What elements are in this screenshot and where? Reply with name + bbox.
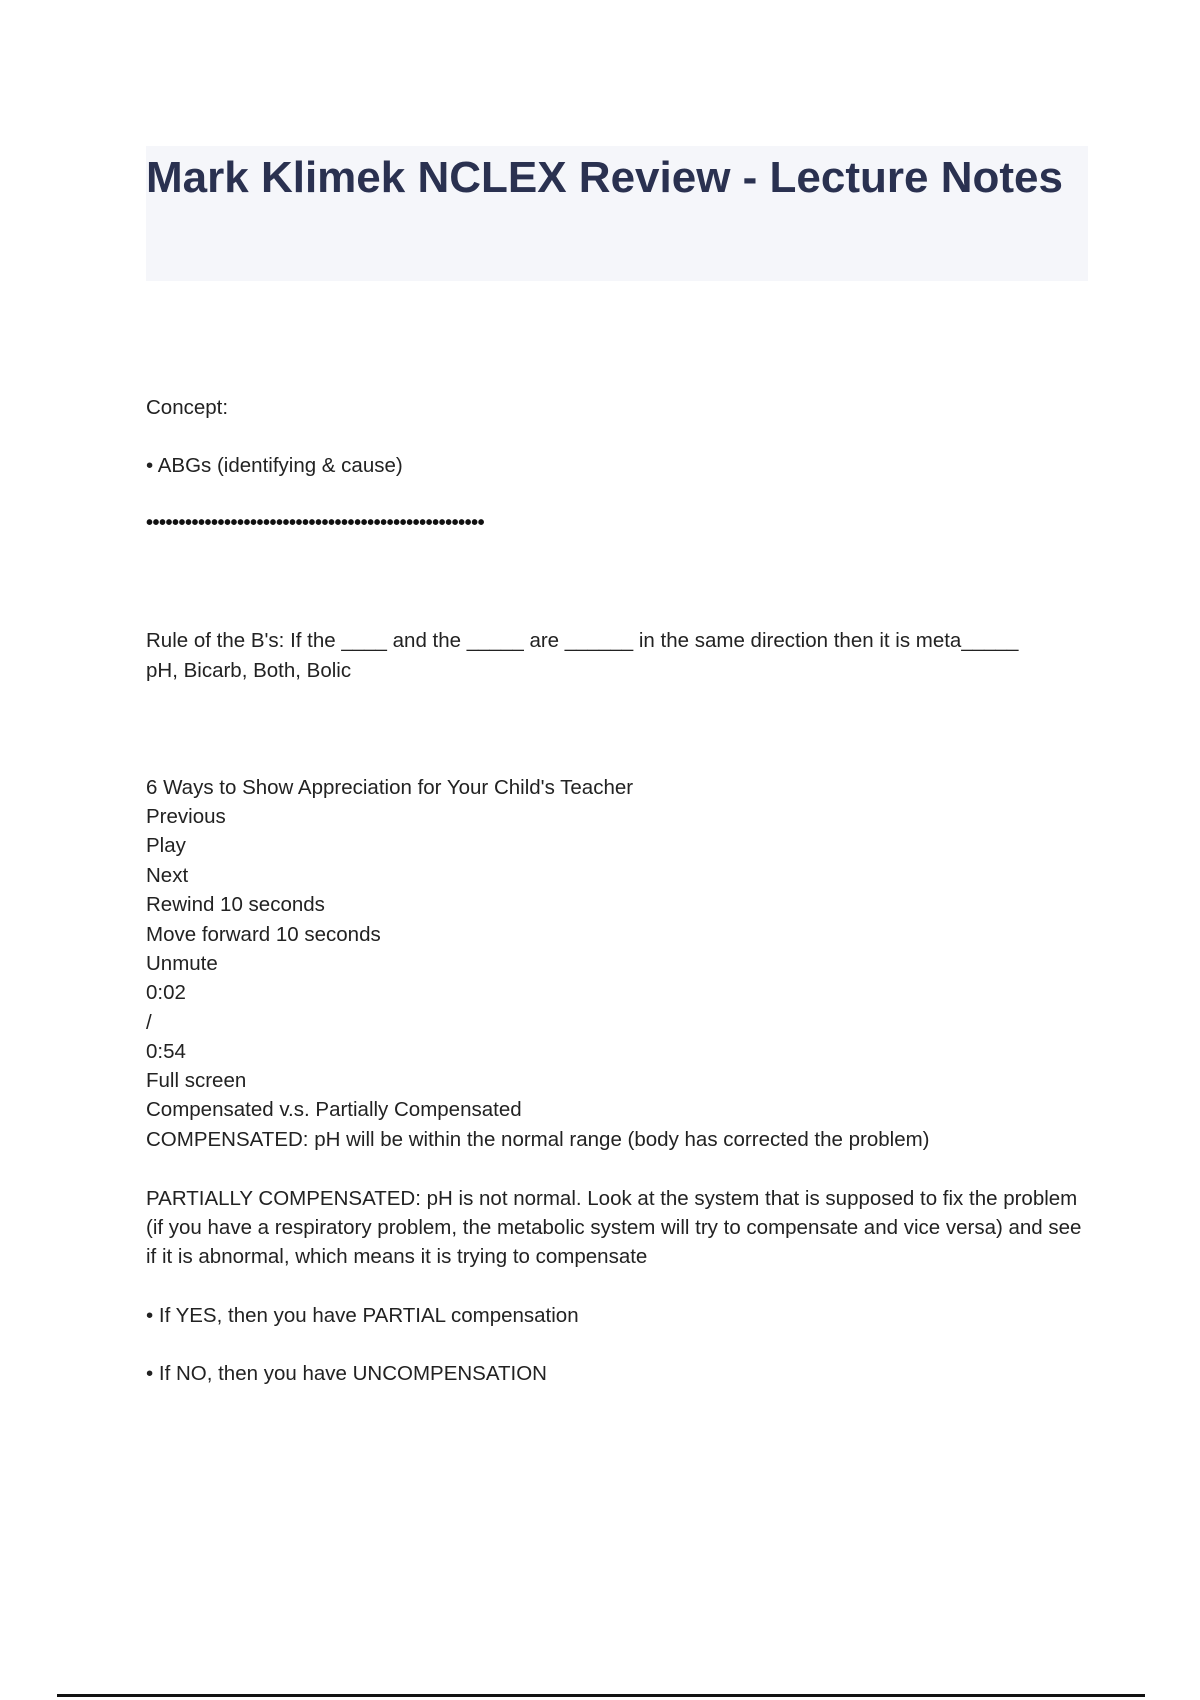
forward-button[interactable]: Move forward 10 seconds bbox=[146, 923, 381, 946]
if-no-bullet: • If NO, then you have UNCOMPENSATION bbox=[146, 1362, 547, 1385]
partially-compensated-definition: PARTIALLY COMPENSATED: pH is not normal. Look at the system that is supposed to fix the problem (if you have a respiratory problem, the metabolic system will try to compensate and vice versa) and see if it is abnormal, which means it is trying to compensate bbox=[146, 1187, 1082, 1268]
duration: 0:54 bbox=[146, 1040, 186, 1063]
rule-of-bs-answer: pH, Bicarb, Both, Bolic bbox=[146, 659, 352, 682]
if-yes-bullet: • If YES, then you have PARTIAL compensation bbox=[146, 1304, 579, 1327]
dotted-separator: •••••••••••••••••••••••••••••••••••••••••••••••••••• bbox=[146, 512, 485, 534]
compensated-definition: COMPENSATED: pH will be within the normal range (body has corrected the problem) bbox=[146, 1128, 930, 1151]
concept-label: Concept: bbox=[146, 396, 229, 419]
rewind-button[interactable]: Rewind 10 seconds bbox=[146, 893, 325, 916]
page-footer-rule bbox=[57, 1694, 1145, 1697]
time-separator: / bbox=[146, 1011, 152, 1034]
video-title[interactable]: 6 Ways to Show Appreciation for Your Child's Teacher bbox=[146, 776, 634, 799]
concept-bullet: • ABGs (identifying & cause) bbox=[146, 454, 403, 477]
current-time: 0:02 bbox=[146, 981, 186, 1004]
page-title: Mark Klimek NCLEX Review - Lecture Notes bbox=[146, 153, 1063, 202]
next-button[interactable]: Next bbox=[146, 864, 189, 887]
rule-of-bs-question: Rule of the B's: If the ____ and the _____ are ______ in the same direction then it is meta_____ bbox=[146, 629, 1019, 652]
previous-button[interactable]: Previous bbox=[146, 805, 226, 828]
compensation-heading: Compensated v.s. Partially Compensated bbox=[146, 1098, 522, 1121]
play-button[interactable]: Play bbox=[146, 834, 186, 857]
full-screen-button[interactable]: Full screen bbox=[146, 1069, 247, 1092]
unmute-button[interactable]: Unmute bbox=[146, 952, 218, 975]
